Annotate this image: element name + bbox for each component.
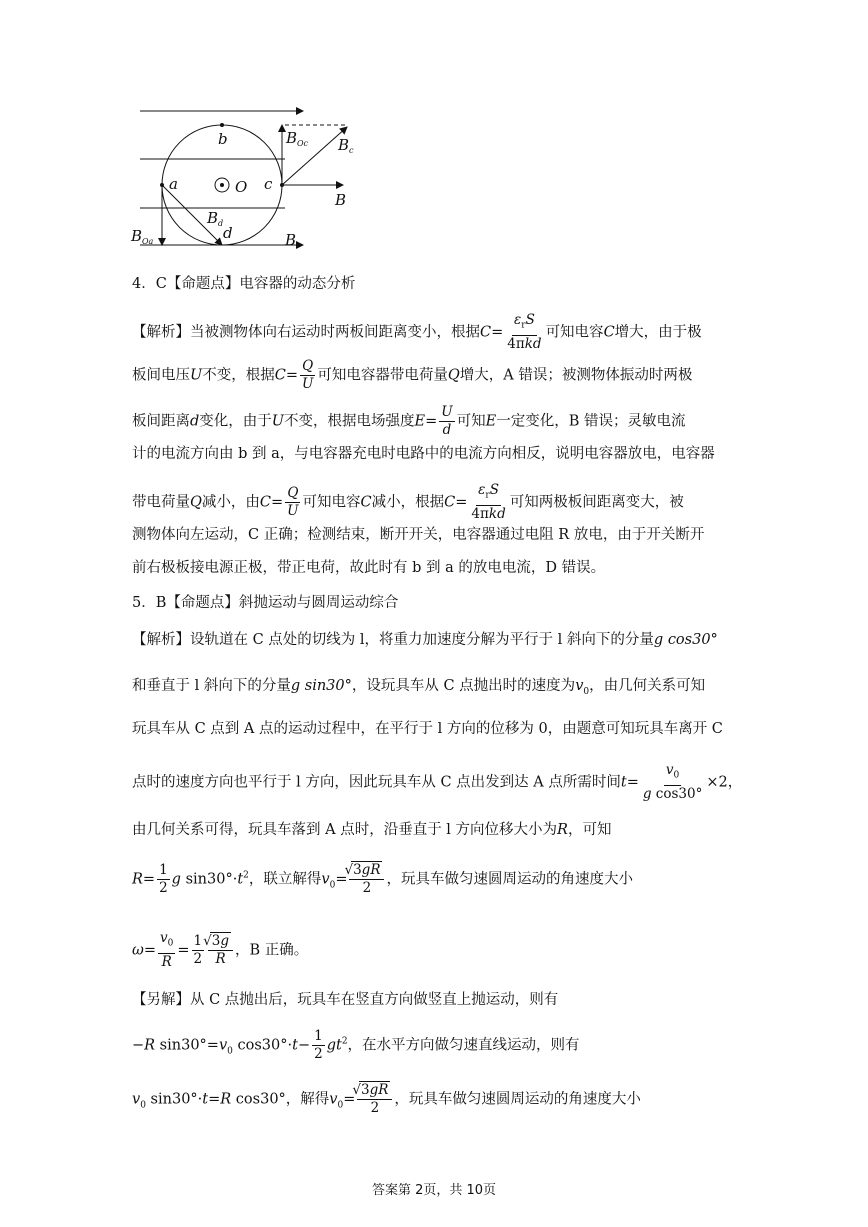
q5-line-2: 和垂直于 l 斜向下的分量g sin30°，设玩具车从 C 点抛出时的速度为$v_0$，由几何关系可知 [132, 678, 706, 697]
q4-line-2: 板间电压U不变，根据C= $\frac{Q}{U}$ 可知电容器带电荷量Q增大，A 错误；被测物体振动时两极 [132, 358, 693, 392]
label-O: O [235, 178, 248, 196]
q5-alt-heading: 【另解】从 C 点抛出后，玩具车在竖直方向做竖直上抛运动，则有 [132, 992, 559, 1008]
label-a: a [169, 175, 178, 193]
q4-line-6: 测物体向左运动，C 正确；检测结束，断开开关，电容器通过电阻 R 放电，由于开关断开 [132, 527, 705, 543]
q5-alt-line-2: $v_0$ sin30°·t=R cos30°，解得$v_0=$ √ $\frac{3gR}{2}$ ，玩具车做匀速圆周运动的角速度大小 [132, 1082, 738, 1117]
q5-line-7: ω= $\frac{v_0}{R}$ = $\frac{1}{2}$ √ $\frac{3g}{R}$ ，B 正确。 [132, 930, 738, 971]
svg-text:Oc: Oc [297, 139, 309, 148]
q5-line-1: 【解析】设轨道在 C 点处的切线为 l，将重力加速度分解为平行于 l 斜向下的分量g cos30° [132, 632, 718, 648]
q4-line-4: 计的电流方向由 b 到 a，与电容器充电时电路中的电流方向相反，说明电容器放电，电容器 [132, 446, 715, 462]
q5-heading: 5．B【命题点】斜抛运动与圆周运动综合 [132, 595, 399, 611]
label-d: d [223, 224, 233, 242]
label-c: c [264, 175, 273, 193]
svg-text:c: c [349, 146, 354, 155]
q5-line-3: 玩具车从 C 点到 A 点的运动过程中，在平行于 l 方向的位移为 0，由题意可知玩具车离开 C [132, 721, 723, 737]
label-B-bottom: B [285, 231, 297, 249]
q4-line-7: 前右极板接电源正极，带正电荷，故此时有 b 到 a 的放电电流，D 错误。 [132, 560, 606, 576]
page-footer: 答案第 2页，共 10页 [371, 1183, 497, 1198]
svg-text:d: d [218, 219, 224, 228]
svg-text:Oa: Oa [142, 237, 154, 246]
q4-line-1: 【解析】当被测物体向右运动时两板间距离变小，根据C= $\frac{\varepsilon_rS}{\text{4πkd}}$ 可知电容C增大，由于极 [132, 312, 702, 352]
label-B-Oc: B [286, 129, 298, 147]
label-B-right: B [335, 191, 347, 209]
q5-alt-line-1: −R $\sin 30^\circ=v_0$ cos30°·t− $\frac{1}{2}$ $gt^2$，在水平方向做匀速直线运动，则有 [132, 1028, 580, 1062]
label-b: b [218, 130, 228, 148]
magnetic-field-figure [125, 95, 365, 255]
q5-line-5: 由几何关系可得，玩具车落到 A 点时，沿垂直于 l 方向位移大小为R，可知 [132, 822, 612, 838]
q5-line-6: R= $\frac{1}{2}$ g $\sin 30^\circ\cdot t^2$，联立解得$v_0=$ √ $\frac{3gR}{2}$ ，玩具车做匀速圆周运动的角速度大小 [132, 862, 738, 897]
label-Bd: B [207, 209, 219, 227]
q4-line-5: 带电荷量Q减小，由C= $\frac{Q}{U}$ 可知电容C减小，根据C= $\frac{\varepsilon_rS}{\text{4πkd}}$ 可知两极板间距离变大，被 [132, 482, 684, 522]
label-B-Oa: B [131, 227, 143, 245]
q4-line-3: 板间距离d变化，由于U不变，根据电场强度E= $\frac{U}{d}$ 可知E一定变化，B 错误；灵敏电流 [132, 404, 686, 438]
label-Bc: B [338, 136, 350, 154]
q4-heading: 4．C【命题点】电容器的动态分析 [132, 276, 356, 292]
q5-line-4: 点时的速度方向也平行于 l 方向，因此玩具车从 C 点出发到达 A 点所需时间t= $\frac{v_0}{\text{g cos30°}}$ ×2， [132, 762, 743, 802]
